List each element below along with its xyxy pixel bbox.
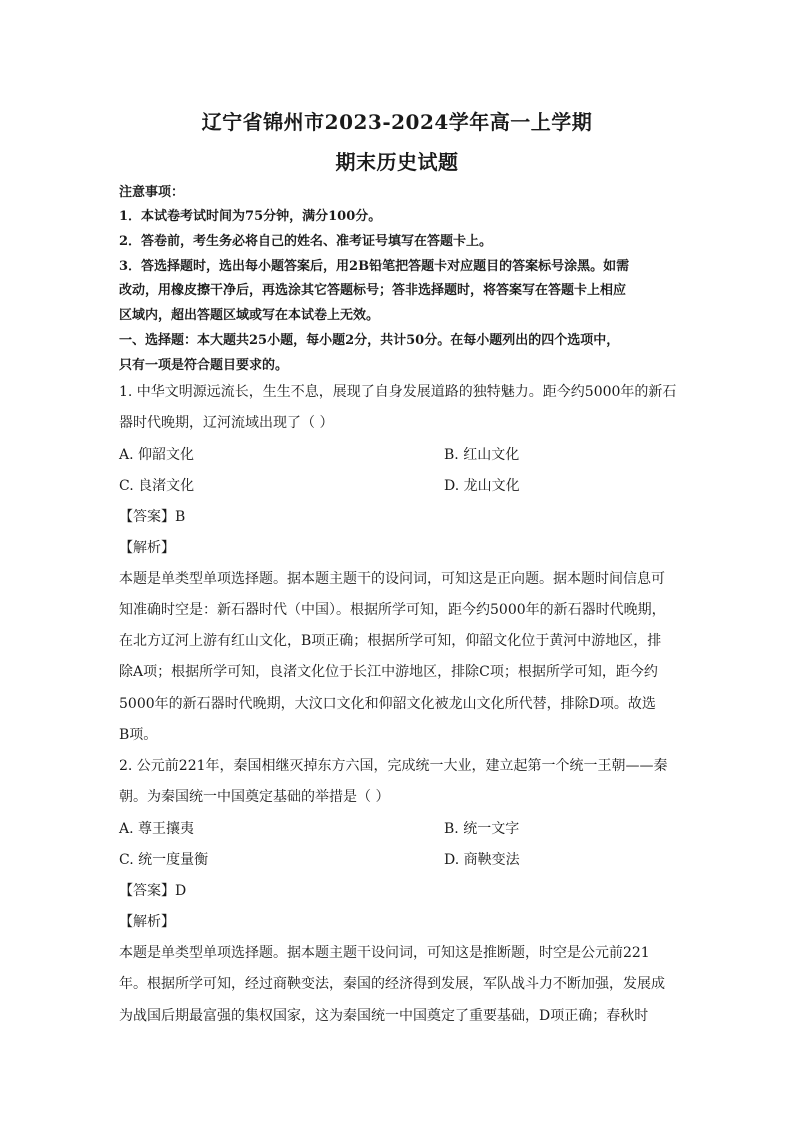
question-2-answer: 【答案】D (119, 883, 187, 899)
question-2-option-d: D. 商鞅变法 (444, 852, 520, 868)
question-1-analysis-line-2: 知准确时空是：新石器时代（中国）。根据所学可知，距今约5000年的新石器时代晚期， (119, 602, 666, 618)
question-1-analysis-line-1: 本题是单类型单项选择题。据本题主题干的设问词，可知这是正向题。据本题时间信息可 (119, 571, 665, 587)
question-1-analysis-line-6: B项。 (119, 727, 158, 743)
question-1-analysis-heading: 【解析】 (119, 540, 175, 556)
question-2-analysis-line-1: 本题是单类型单项选择题。据本题主题干设问词，可知这是推断题，时空是公元前221 (119, 945, 650, 961)
question-2-option-c: C. 统一度量衡 (119, 852, 209, 868)
notice-item-1: 1．本试卷考试时间为75分钟，满分100分。 (119, 209, 382, 224)
question-1-analysis-line-4: 除A项；根据所学可知，良渚文化位于长江中游地区，排除C项；根据所学可知，距今约 (119, 664, 658, 680)
question-2-stem-line-1: 2. 公元前221年，秦国相继灭掉东方六国，完成统一大业，建立起第一个统一王朝——秦 (119, 758, 668, 774)
notice-item-3-line-3: 区域内，超出答题区域或写在本试卷上无效。 (119, 308, 380, 323)
question-2-analysis-heading: 【解析】 (119, 914, 175, 930)
question-1-analysis-line-3: 在北方辽河上游有红山文化，B项正确；根据所学可知，仰韶文化位于黄河中游地区，排 (119, 633, 662, 649)
question-1-analysis-line-5: 5000年的新石器时代晚期，大汶口文化和仰韶文化被龙山文化所代替，排除D项。故选 (119, 696, 656, 712)
exam-subtitle: 期末历史试题 (335, 150, 459, 174)
section-heading-line-2: 只有一项是符合题目要求的。 (119, 358, 289, 373)
question-1-stem-line-1: 1. 中华文明源远流长，生生不息，展现了自身发展道路的独特魅力。距今约5000年的新石 (119, 384, 677, 400)
section-heading-line-1: 一、选择题：本大题共25小题，每小题2分，共计50分。在每小题列出的四个选项中， (119, 333, 620, 348)
question-2-analysis-line-3: 为战国后期最富强的集权国家，这为秦国统一中国奠定了重要基础，D项正确；春秋时 (119, 1008, 649, 1024)
notice-heading: 注意事项： (119, 185, 185, 200)
question-1-option-c: C. 良渚文化 (119, 478, 195, 494)
question-2-analysis-line-2: 年。根据所学可知，经过商鞅变法，秦国的经济得到发展，军队战斗力不断加强，发展成 (119, 976, 665, 992)
question-1-stem-line-2: 器时代晚期，辽河流域出现了（ ） (119, 415, 334, 431)
question-2-option-a: A. 尊王攘夷 (119, 821, 195, 837)
question-1-answer: 【答案】B (119, 509, 186, 525)
notice-item-3-line-1: 3．答选择题时，选出每小题答案后，用2B铅笔把答题卡对应题目的答案标号涂黑。如需 (119, 259, 630, 274)
question-1-option-b: B. 红山文化 (444, 447, 520, 463)
question-2-stem-line-2: 朝。为秦国统一中国奠定基础的举措是（ ） (119, 789, 390, 805)
exam-title: 辽宁省锦州市2023-2024学年高一上学期 (201, 110, 593, 134)
notice-item-3-line-2: 改动，用橡皮擦干净后，再选涂其它答题标号；答非选择题时，将答案写在答题卡上相应 (119, 283, 627, 298)
question-2-option-b: B. 统一文字 (444, 821, 520, 837)
notice-item-2: 2．答卷前，考生务必将自己的姓名、准考证号填写在答题卡上。 (119, 234, 493, 249)
question-1-option-d: D. 龙山文化 (444, 478, 520, 494)
question-1-option-a: A. 仰韶文化 (119, 447, 195, 463)
